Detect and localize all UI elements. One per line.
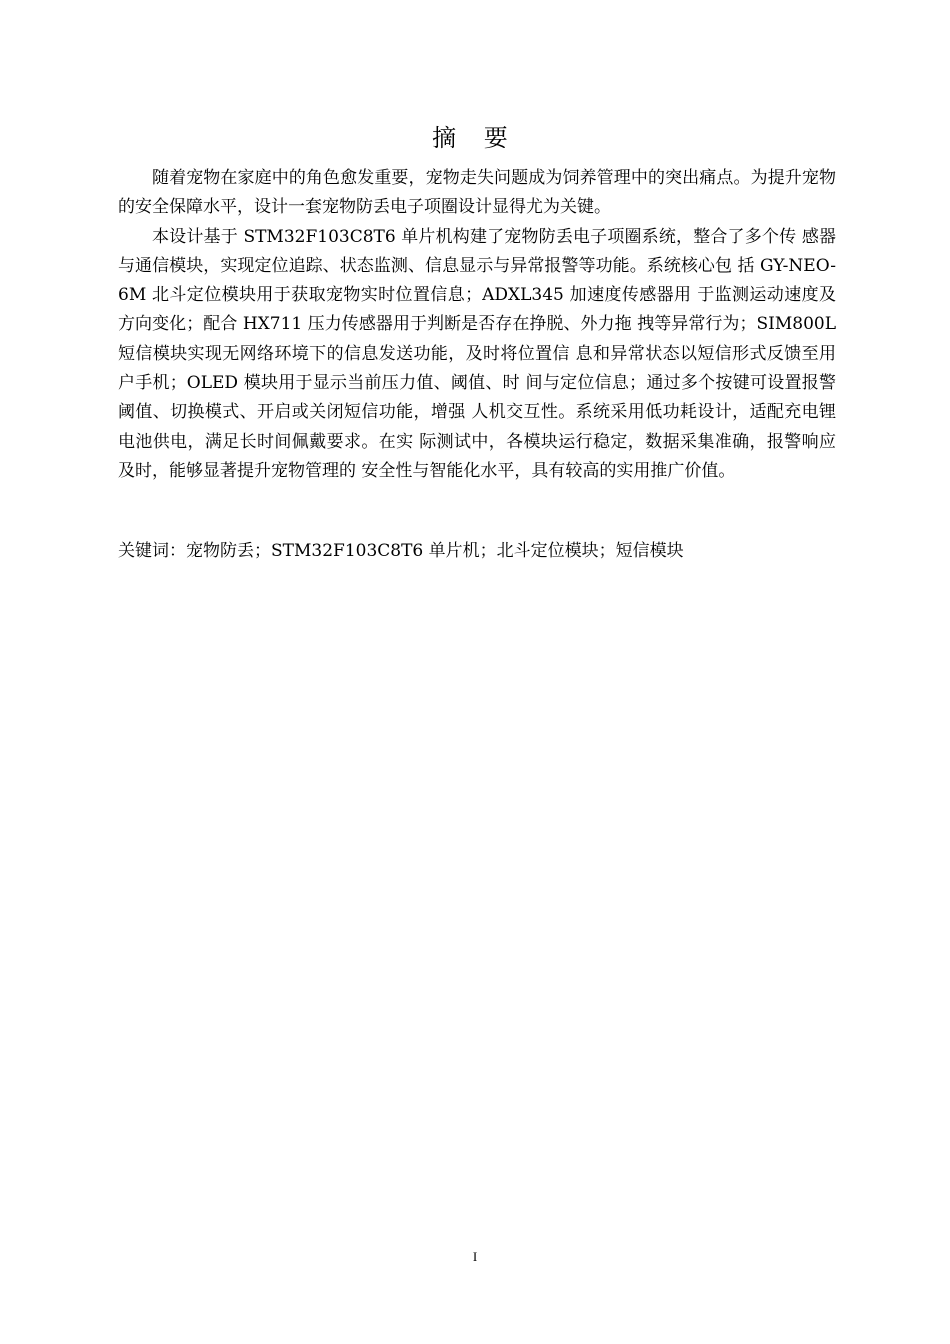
abstract-body xyxy=(118,164,836,486)
abstract-title: 摘 要 xyxy=(432,124,518,152)
abstract-paragraph-2: 本设计基于 STM32F103C8T6 单片机构建了宠物防丢电子项圈系统，整合了多个传 感器与通信模块，实现定位追踪、状态监测、信息显示与异常报警等功能。系统核心包 括 GY-NEO-6M 北斗定位模块用于获取宠物实时位置信息；ADXL345 加速度传感器用 于监测运动速度及方向变化；配合 HX711 压力传感器用于判断是否存在挣脱、外力拖 拽等异常行为；SIM800L 短信模块实现无网络环境下的信息发送功能，及时将位置信 息和异常状态以短信形式反馈至用户手机；OLED 模块用于显示当前压力值、阈值、时 间与定位信息；通过多个按键可设置报警阈值、切换模式、开启或关闭短信功能，增强 人机交互性。系统采用低功耗设计，适配充电锂电池供电，满足长时间佩戴要求。在实 际测试中，各模块运行稳定，数据采集准确，报警响应及时，能够显著提升宠物管理的 安全性与智能化水平，具有较高的实用推广价值。 xyxy=(118,226,836,481)
keywords-line xyxy=(118,537,836,566)
keywords-text: 宠物防丢；STM32F103C8T6 单片机；北斗定位模块；短信模块 xyxy=(186,541,684,561)
abstract-paragraph-1: 随着宠物在家庭中的角色愈发重要，宠物走失问题成为饲养管理中的突出痛点。为提升宠物的安全保障水平，设计一套宠物防丢电子项圈设计显得尤为关键。 xyxy=(118,168,836,218)
page-number: I xyxy=(472,1249,478,1264)
keywords-label: 关键词： xyxy=(118,541,186,561)
